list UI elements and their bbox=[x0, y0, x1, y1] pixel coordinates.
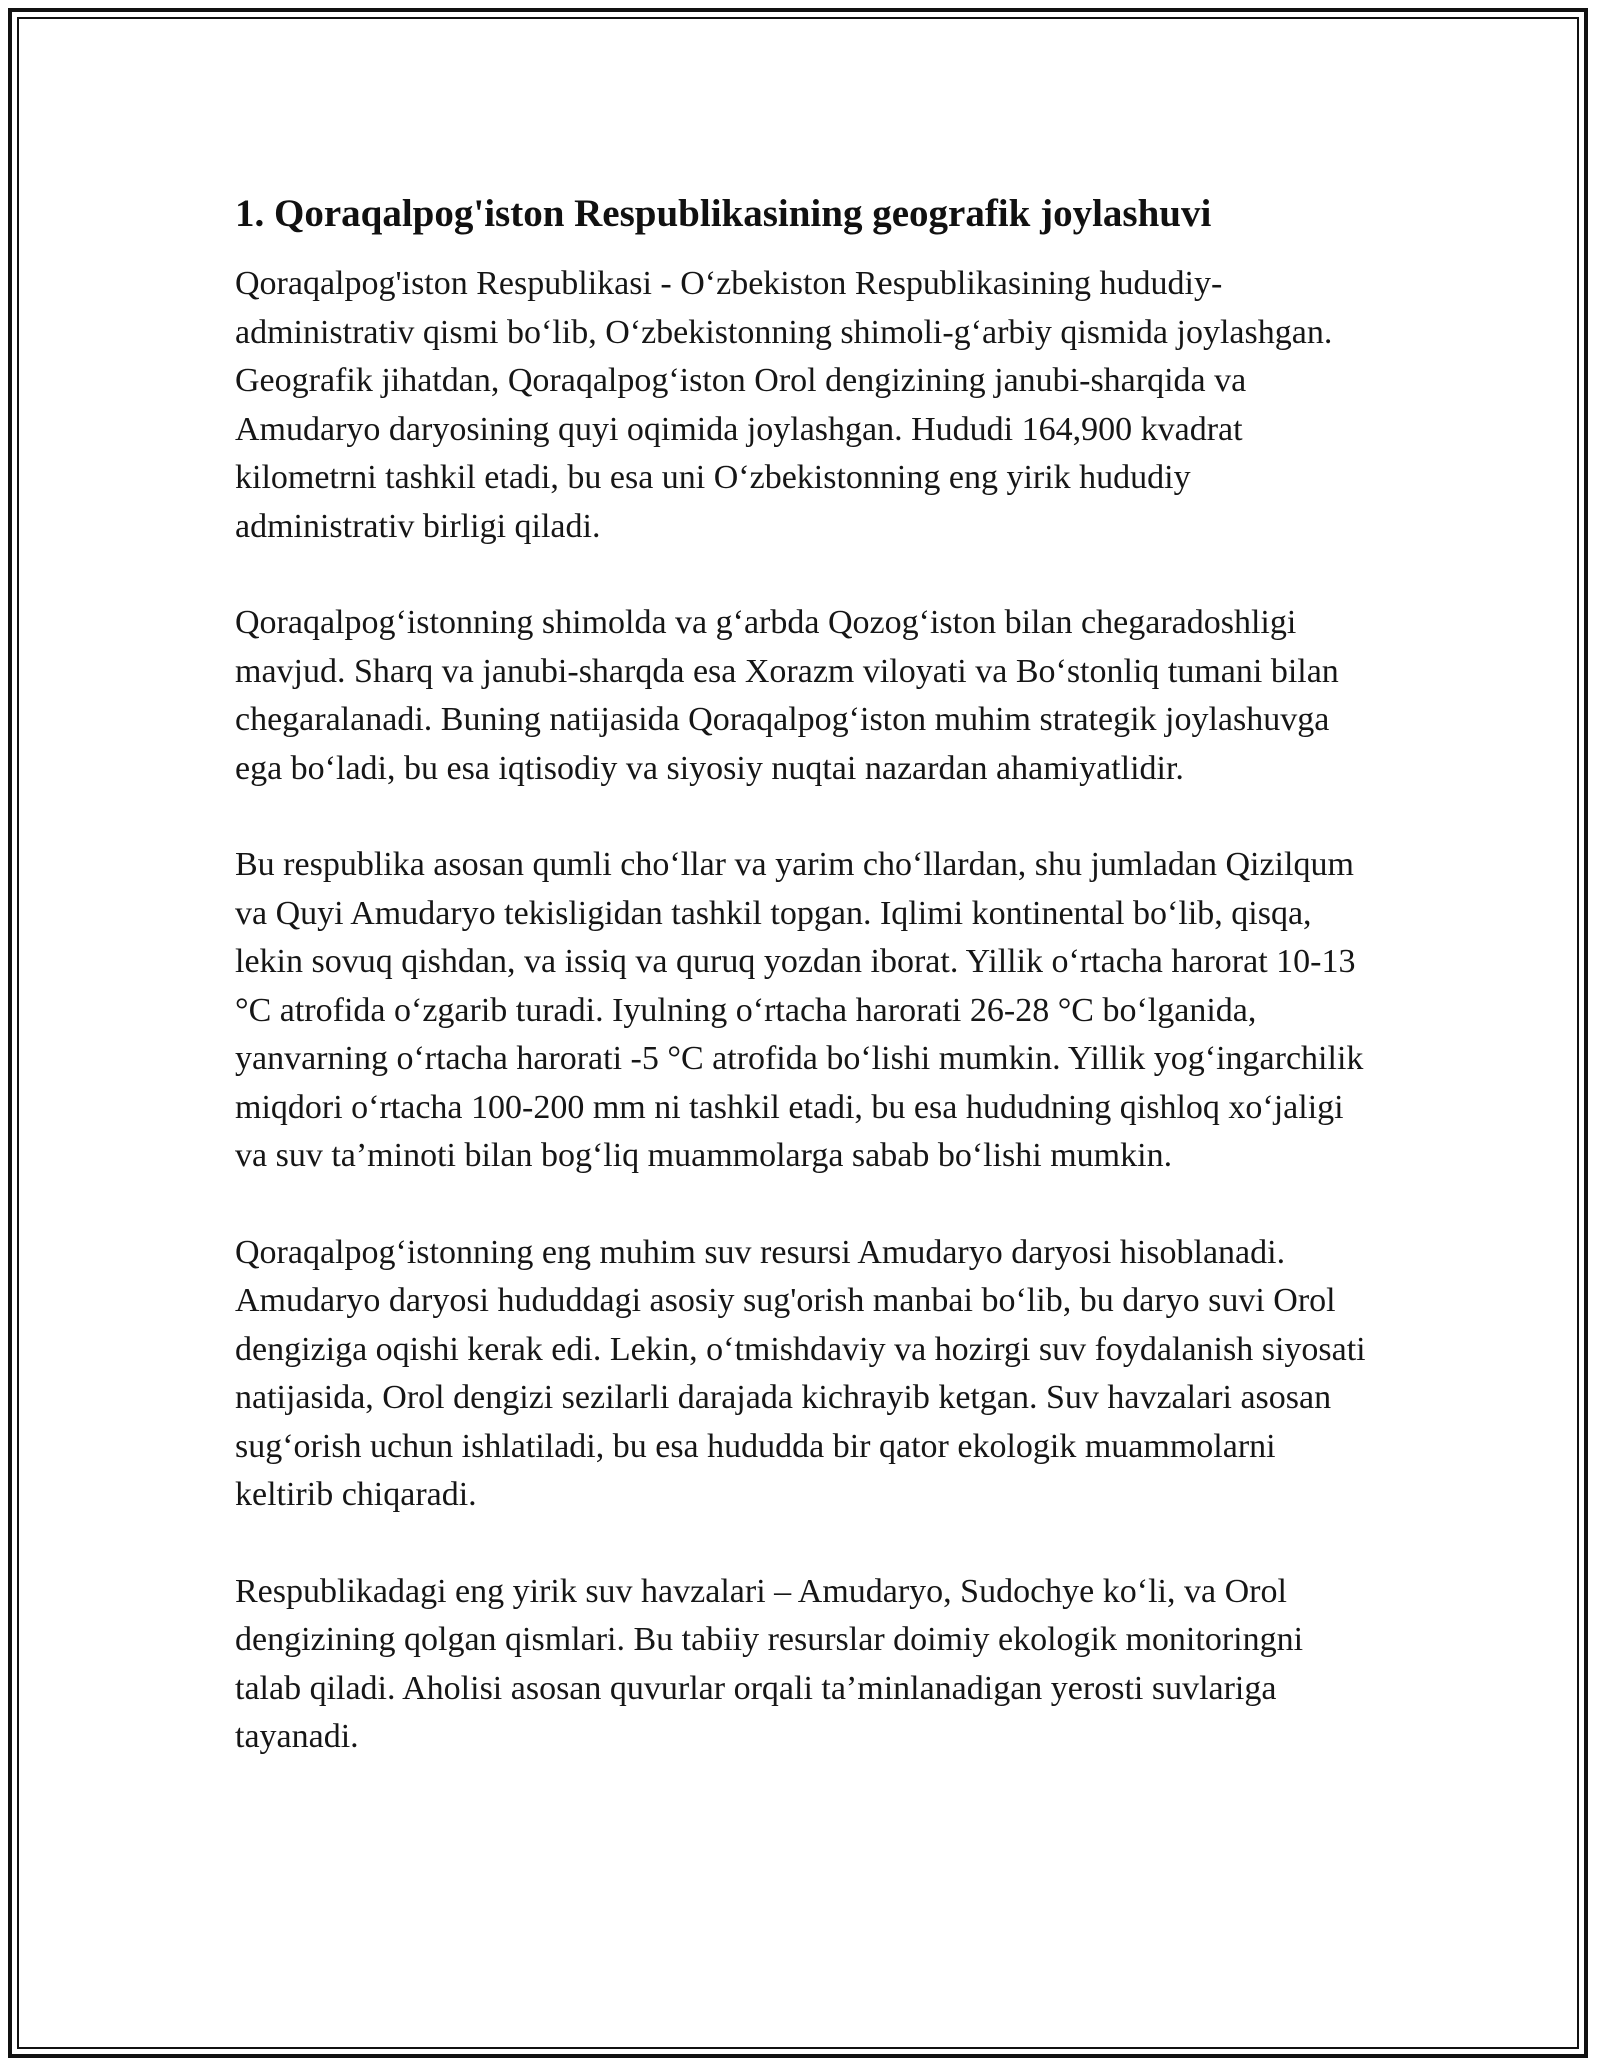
section-heading: 1. Qoraqalpog'iston Respublikasining geografik joylashuvi bbox=[235, 192, 1212, 235]
paragraph-climate: Bu respublika asosan qumli cho‘llar va yarim cho‘llardan, shu jumladan Qizilqum va Quyi Amudaryo tekisligidan tashkil topgan. Iqlimi kontinental bo‘lib, qisqa, lekin sovuq qishdan, va issiq va quruq yozdan iborat. Yillik o‘rtacha harorat 10-13 °C atrofida o‘zgarib turadi. Iyulning o‘rtacha harorati 26-28 °C bo‘lganida, yanvarning o‘rtacha harorati -5 °C atrofida bo‘lishi mumkin. Yillik yog‘ingarchilik miqdori o‘rtacha 100-200 mm ni tashkil etadi, bu esa hududning qishloq xo‘jaligi va suv ta’minoti bilan bog‘liq muammolarga sabab bo‘lishi mumkin. bbox=[235, 846, 1364, 1174]
document-body bbox=[235, 188, 1370, 1762]
paragraph-water-bodies: Respublikadagi eng yirik suv havzalari – Amudaryo, Sudochye ko‘li, va Orol dengizining qolgan qismlari. Bu tabiiy resurslar doimiy ekologik monitoringni talab qiladi. Aholisi asosan quvurlar orqali ta’minlanadigan yerosti suvlariga tayanadi. bbox=[235, 1572, 1304, 1755]
paragraph-borders: Qoraqalpog‘istonning shimolda va g‘arbda Qozog‘iston bilan chegaradoshligi mavjud. Sharq va janubi-sharqda esa Xorazm viloyati va Bo‘stonliq tumani bilan chegaralanadi. Buning natijasida Qoraqalpog‘iston muhim strategik joylashuvga ega bo‘ladi, bu esa iqtisodiy va siyosiy nuqtai nazardan ahamiyatlidir. bbox=[235, 604, 1339, 787]
paragraph-water-resources: Qoraqalpog‘istonning eng muhim suv resursi Amudaryo daryosi hisoblanadi. Amudaryo daryosi hududdagi asosiy sug'orish manbai bo‘lib, bu daryo suvi Orol dengiziga oqishi kerak edi. Lekin, o‘tmishdaviy va hozirgi suv foydalanish siyosati natijasida, Orol dengizi sezilarli darajada kichrayib ketgan. Suv havzalari asosan sug‘orish uchun ishlatiladi, bu esa hududda bir qator ekologik muammolarni keltirib chiqaradi. bbox=[235, 1233, 1366, 1513]
paragraph-location: Qoraqalpog'iston Respublikasi - O‘zbekiston Respublikasining hududiy-administrativ qismi bo‘lib, O‘zbekistonning shimoli-g‘arbiy qismida joylashgan. Geografik jihatdan, Qoraqalpog‘iston Orol dengizining janubi-sharqida va Amudaryo daryosining quyi oqimida joylashgan. Hududi 164,900 kvadrat kilometrni tashkil etadi, bu esa uni O‘zbekistonning eng yirik hududiy administrativ birligi qiladi. bbox=[235, 265, 1333, 545]
